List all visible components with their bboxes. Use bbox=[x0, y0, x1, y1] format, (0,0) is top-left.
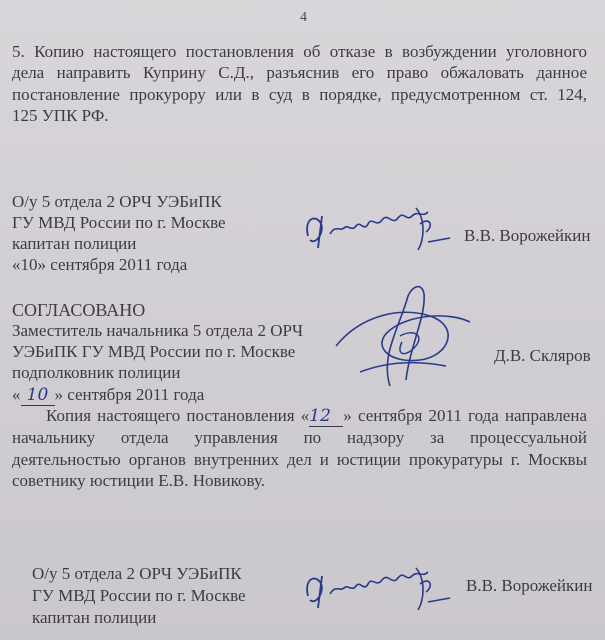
copy-note-text-a: Копия настоящего постановления « bbox=[46, 406, 310, 425]
officer-position-line: О/у 5 отдела 2 ОРЧ УЭБиПК bbox=[12, 192, 222, 211]
approval-date-open: « bbox=[12, 385, 21, 404]
item5-line: 5. Копию настоящего постановления об отказе в возбуждении уголовного bbox=[12, 42, 587, 61]
officer-position-line: ГУ МВД России по г. Москве bbox=[12, 213, 226, 232]
signature-approval bbox=[330, 276, 480, 411]
copy-note-day: 12 bbox=[309, 406, 343, 427]
officer-name: В.В. Ворожейкин bbox=[464, 226, 591, 245]
copy-note-line: советнику юстиции Е.В. Новикову. bbox=[12, 471, 265, 490]
approval-heading: СОГЛАСОВАНО bbox=[12, 300, 146, 320]
item5-line: дела направить Куприну С.Д., разъяснив его право обжаловать данное bbox=[12, 63, 587, 82]
item5-line: 125 УПК РФ. bbox=[12, 106, 109, 125]
approval-date bbox=[12, 385, 204, 406]
approval-position-line: Заместитель начальника 5 отдела 2 ОРЧ bbox=[12, 321, 303, 340]
approval-name: Д.В. Скляров bbox=[494, 346, 591, 365]
signature-1 bbox=[300, 200, 460, 265]
approval-position-line: УЭБиПК ГУ МВД России по г. Москве bbox=[12, 342, 296, 361]
copy-note-line: деятельностью органов внутренних дел и юстиции прокуратуры г. Москвы bbox=[12, 450, 587, 469]
officer-name: В.В. Ворожейкин bbox=[466, 576, 593, 595]
officer-position-line: ГУ МВД России по г. Москве bbox=[32, 586, 246, 605]
signature-2 bbox=[300, 560, 460, 625]
copy-note-text-b: » сентября 2011 года направлена bbox=[343, 406, 587, 425]
officer-date: «10» сентября 2011 года bbox=[12, 255, 188, 274]
copy-note-line: начальнику отдела управления по надзору за процессуальной bbox=[12, 428, 587, 447]
page-number: 4 bbox=[300, 10, 307, 25]
approval-date-rest: » сентября 2011 года bbox=[54, 385, 205, 404]
officer-position-line: О/у 5 отдела 2 ОРЧ УЭБиПК bbox=[32, 564, 242, 583]
officer-position-line: капитан полиции bbox=[12, 234, 137, 253]
item5-line: постановление прокурору или в суд в порядке, предусмотренном ст. 124, bbox=[12, 85, 587, 104]
approval-position-line: подполковник полиции bbox=[12, 363, 181, 382]
copy-note-line bbox=[46, 406, 587, 427]
approval-date-day: 10 bbox=[21, 385, 55, 406]
officer-position-line: капитан полиции bbox=[32, 608, 157, 627]
